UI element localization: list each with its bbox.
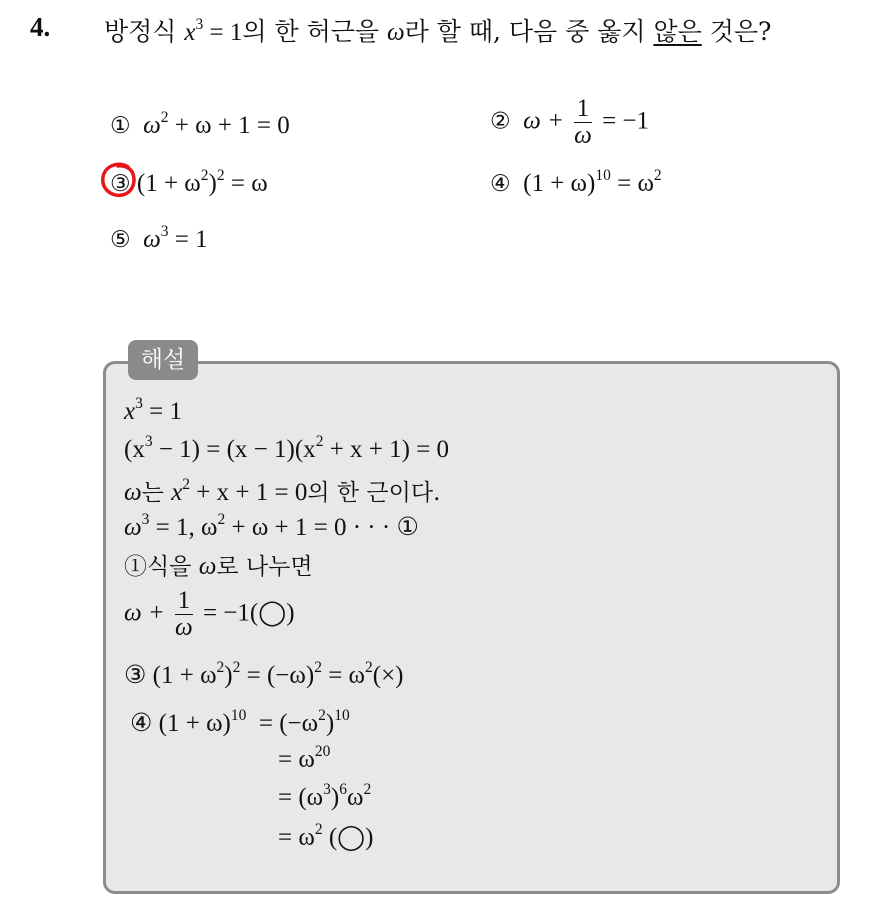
solution-line-2: $(x^3 - 1) = (x - 1)(x^2 + x + 1) = 0$ xyxy=(124,432,450,463)
question-omega: ω xyxy=(386,19,405,46)
question-underlined: 않은 xyxy=(653,17,702,46)
choice-5[interactable]: ⑤ $\omega^3 = 1$ xyxy=(110,222,208,253)
question-end: 것은? xyxy=(701,17,772,46)
solution-line-10: = $(\omega^3)^6\omega^2$ xyxy=(278,780,372,811)
solution-line-1: $x^3 = 1$ xyxy=(124,394,182,425)
question-mid2: 라 할 때, 다음 중 옳지 xyxy=(404,17,654,46)
solution-line-11: = $\omega^2$ (◯) xyxy=(278,820,374,851)
fraction: $\frac{1}{\omega}$ xyxy=(574,95,592,150)
choice-3[interactable]: ③ $(1 + \omega^2)^2 = \omega$ xyxy=(110,166,268,197)
question-number: 4. xyxy=(30,12,51,42)
fraction: $\frac{1}{\omega}$ xyxy=(175,587,193,642)
choice-2[interactable]: ② ω + $\frac{1}{\omega}$ = −1 xyxy=(490,95,650,150)
solution-line-7: ③ $(1 + \omega^2)^2 = (-\omega)^2 = \omega^2(\times)$ xyxy=(124,658,404,689)
question-prefix: 방정식 xyxy=(104,17,185,46)
question-text xyxy=(104,12,771,48)
solution-line-6: ω + $\frac{1}{\omega}$ = −1(◯) xyxy=(124,587,295,642)
solution-line-4: $\omega^3 = 1$, $\omega^2 + \omega + 1 = 0$ · · · ① xyxy=(124,510,419,541)
solution-line-3: ω는 $x^2 + x + 1 = 0$의 한 근이다. xyxy=(124,475,441,506)
choice-marker: ④ xyxy=(490,171,511,197)
solution-line-8: ④ $(1 + \omega)^{10} = (-\omega^2)^{10}$ xyxy=(130,706,350,737)
question-eq: $x^3 = 1$ xyxy=(184,15,243,46)
solution-line-9: = $\omega^{20}$ xyxy=(278,742,331,773)
choice-marker: ⑤ xyxy=(110,227,131,253)
choice-marker: ① xyxy=(110,113,131,139)
choice-1[interactable]: ① $\omega^2 + \omega + 1 = 0$ xyxy=(110,108,290,139)
choice-marker: ③ xyxy=(110,171,131,197)
choice-marker: ② xyxy=(490,108,511,135)
solution-tag: 해설 xyxy=(128,340,198,380)
solution-line-5: ①식을 ω로 나누면 xyxy=(124,553,313,580)
choice-4[interactable]: ④ $(1 + \omega)^{10} = \omega^2$ xyxy=(490,166,662,197)
question-mid: 의 한 허근을 xyxy=(242,17,387,46)
